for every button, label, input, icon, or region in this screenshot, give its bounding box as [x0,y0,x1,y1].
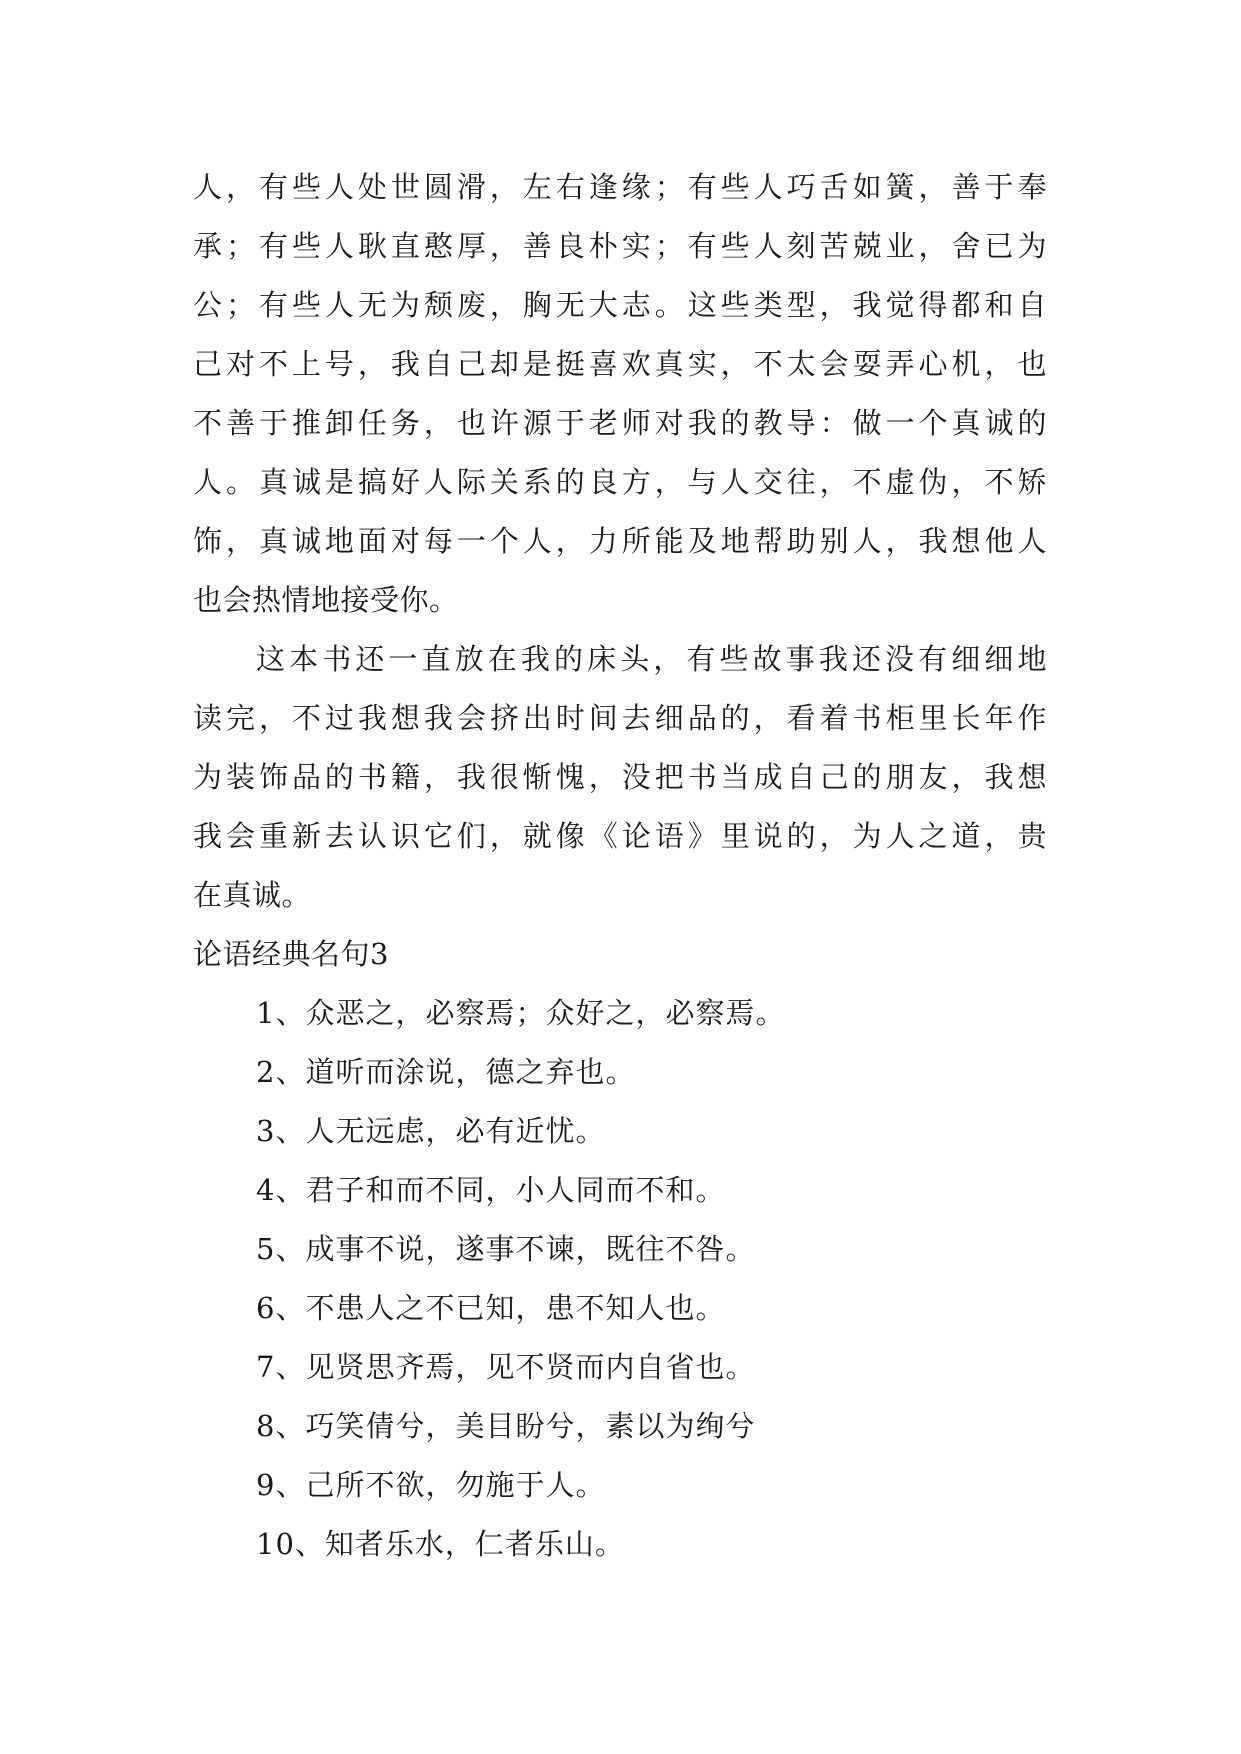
quote-item: 5、成事不说，遂事不谏，既往不咎。 [256,1232,756,1266]
document-page [193,158,1047,1574]
quote-item: 9、己所不欲，勿施于人。 [256,1468,606,1502]
text-line: 在真诚。 [193,878,312,912]
text-line: 承；有些人耿直憨厚，善良朴实；有些人刻苦兢业，舍已为 [193,229,1047,263]
text-line: 人，有些人处世圆滑，左右逢缘；有些人巧舌如簧，善于奉 [193,170,1047,204]
paragraph-bedside-book [193,630,1047,925]
text-line: 不善于推卸任务，也许源于老师对我的教导：做一个真诚的 [193,406,1047,440]
text-line: 为装饰品的书籍，我很惭愧，没把书当成自己的朋友，我想 [193,760,1047,794]
text-line: 人。真诚是搞好人际关系的良方，与人交往，不虚伪，不矫 [193,465,1047,499]
quote-item: 10、知者乐水，仁者乐山。 [256,1527,625,1561]
text-line: 己对不上号，我自己却是挺喜欢真实，不太会耍弄心机，也 [193,347,1047,381]
quote-item: 7、见贤思齐焉，见不贤而内自省也。 [256,1350,756,1384]
quote-item: 3、人无远虑，必有近忧。 [256,1114,606,1148]
text-line: 这本书还一直放在我的床头，有些故事我还没有细细地 [256,642,1047,676]
quote-item: 2、道听而涂说，德之弃也。 [256,1055,636,1089]
quote-item: 8、巧笑倩兮，美目盼兮，素以为绚兮 [256,1409,756,1443]
quote-item: 6、不患人之不已知，患不知人也。 [256,1291,726,1325]
quote-item: 1、众恶之，必察焉；众好之，必察焉。 [256,996,786,1030]
quote-item: 4、君子和而不同，小人同而不和。 [256,1173,726,1207]
text-line: 公；有些人无为颓废，胸无大志。这些类型，我觉得都和自 [193,288,1047,322]
text-line: 也会热情地接受你。 [193,583,459,617]
text-line: 饰，真诚地面对每一个人，力所能及地帮助别人，我想他人 [193,524,1047,558]
paragraph-sincerity [193,158,1047,630]
text-line: 读完，不过我想我会挤出时间去细品的，看着书柜里长年作 [193,701,1047,735]
section-title: 论语经典名句3 [193,937,389,971]
text-line: 我会重新去认识它们，就像《论语》里说的，为人之道，贵 [193,819,1047,853]
